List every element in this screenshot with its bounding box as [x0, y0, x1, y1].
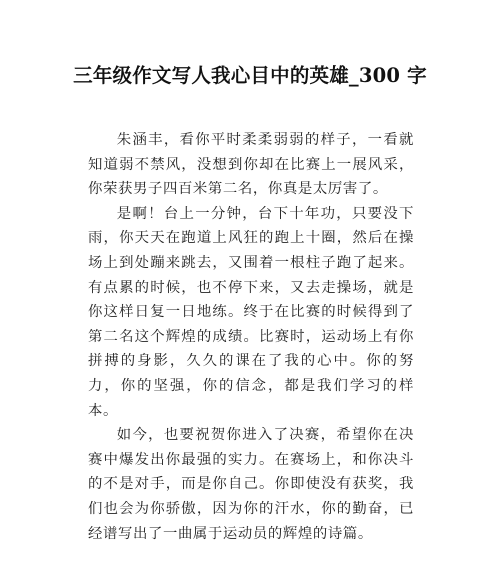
- paragraph-2: 是啊！台上一分钟，台下十年功，只要没下雨，你天天在跑道上风狂的跑上十圈，然后在操场上到处蹦来跳去，又围着一根柱子跑了起来。有点累的时候，也不停下来，又去走操场，就是你这样日复一日地练。终于在比赛的时候得到了第二名这个辉煌的成绩。比赛时，运动场上有你拼搏的身影，久久的课在了我的心中。你的努力，你的坚强，你的信念，都是我们学习的样本。: [88, 205, 414, 419]
- document-title: 三年级作文写人我心目中的英雄_300 字: [73, 64, 427, 87]
- document-body: [88, 128, 414, 546]
- paragraph-3: 如今，也要祝贺你进入了决赛，希望你在决赛中爆发出你最强的实力。在赛场上，和你决斗的不是对手，而是你自己。你即使没有获奖，我们也会为你骄傲，因为你的汗水，你的勤奋，已经谱写出了一曲属于运动员的辉煌的诗篇。: [88, 427, 414, 542]
- paragraph-1: 朱涵丰，看你平时柔柔弱弱的样子，一看就知道弱不禁风，没想到你却在比赛上一展风采，你荣获男子四百米第二名，你真是太厉害了。: [88, 132, 414, 198]
